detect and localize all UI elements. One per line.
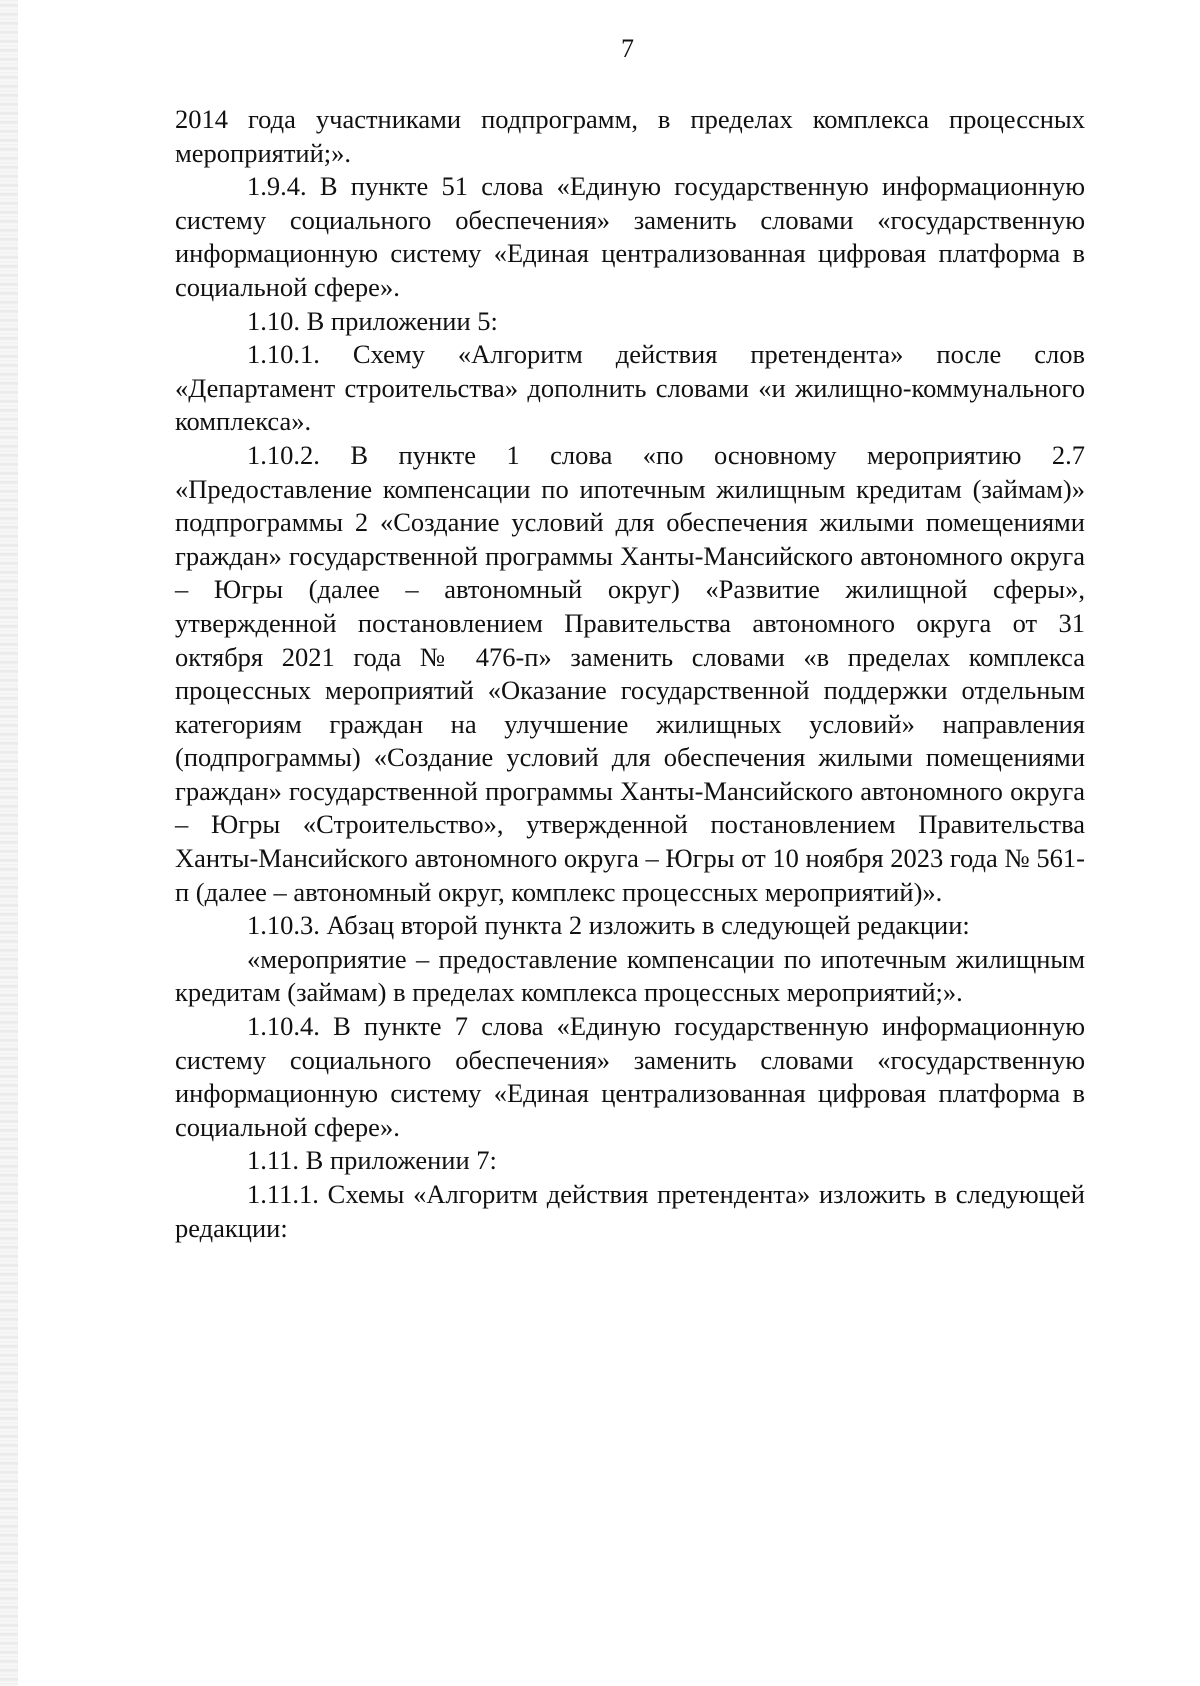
paragraph-1-10-3: 1.10.3. Абзац второй пункта 2 изложить в следующей редакции: [247, 910, 970, 941]
document-body [175, 103, 1085, 1245]
paragraph-1-10-4: 1.10.4. В пункте 7 слова «Единую государственную информационную систему социального обеспечения» заменить словами «государственную информационную систему «Единая централизованная цифровая платформа в социальной сфере». [175, 1011, 1085, 1142]
paragraph-1-9-4: 1.9.4. В пункте 51 слова «Единую государственную информационную систему социального обеспечения» заменить словами «государственную информационную систему «Единая централизованная цифровая платформа в социальной сфере». [175, 171, 1085, 302]
paragraph-1-11: 1.11. В приложении 7: [247, 1145, 497, 1176]
paragraph-1-10-2: 1.10.2. В пункте 1 слова «по основному мероприятию 2.7 «Предоставление компенсации по ипотечным жилищным кредитам (займам)» подпрограммы 2 «Создание условий для обеспечения жилыми помещениями граждан» государственной программы Ханты-Мансийского автономного округа – Югры (далее – автономный округ) «Развитие жилищной сферы», утвержденной постановлением Правительства автономного округа от 31 октября 2021 года № 476-п» заменить словами «в пределах комплекса процессных мероприятий «Оказание государственной поддержки отдельным категориям граждан на улучшение жилищных условий» направления (подпрограммы) «Создание условий для обеспечения жилыми помещениями граждан» государственной программы Ханты-Мансийского автономного округа – Югры «Строительство», утвержденной постановлением Правительства Ханты-Мансийского автономного округа – Югры от 10 ноября 2023 года № 561-п (далее – автономный округ, комплекс процессных мероприятий)». [175, 439, 1085, 907]
paragraph-quoted-definition: «мероприятие – предоставление компенсации по ипотечным жилищным кредитам (займам) в пределах комплекса процессных мероприятий;». [175, 943, 1085, 1008]
paragraph-1-10: 1.10. В приложении 5: [247, 305, 498, 336]
paragraph-1-10-1: 1.10.1. Схему «Алгоритм действия претендента» после слов «Департамент строительства» дополнить словами «и жилищно-коммунального комплекса». [175, 339, 1085, 437]
scan-edge [0, 0, 18, 1686]
paragraph-1-11-1: 1.11.1. Схемы «Алгоритм действия претендента» изложить в следующей редакции: [175, 1179, 1085, 1243]
paragraph-continuation: 2014 года участниками подпрограмм, в пределах комплекса процессных мероприятий;». [175, 104, 1085, 168]
page-number: 7 [621, 34, 634, 63]
